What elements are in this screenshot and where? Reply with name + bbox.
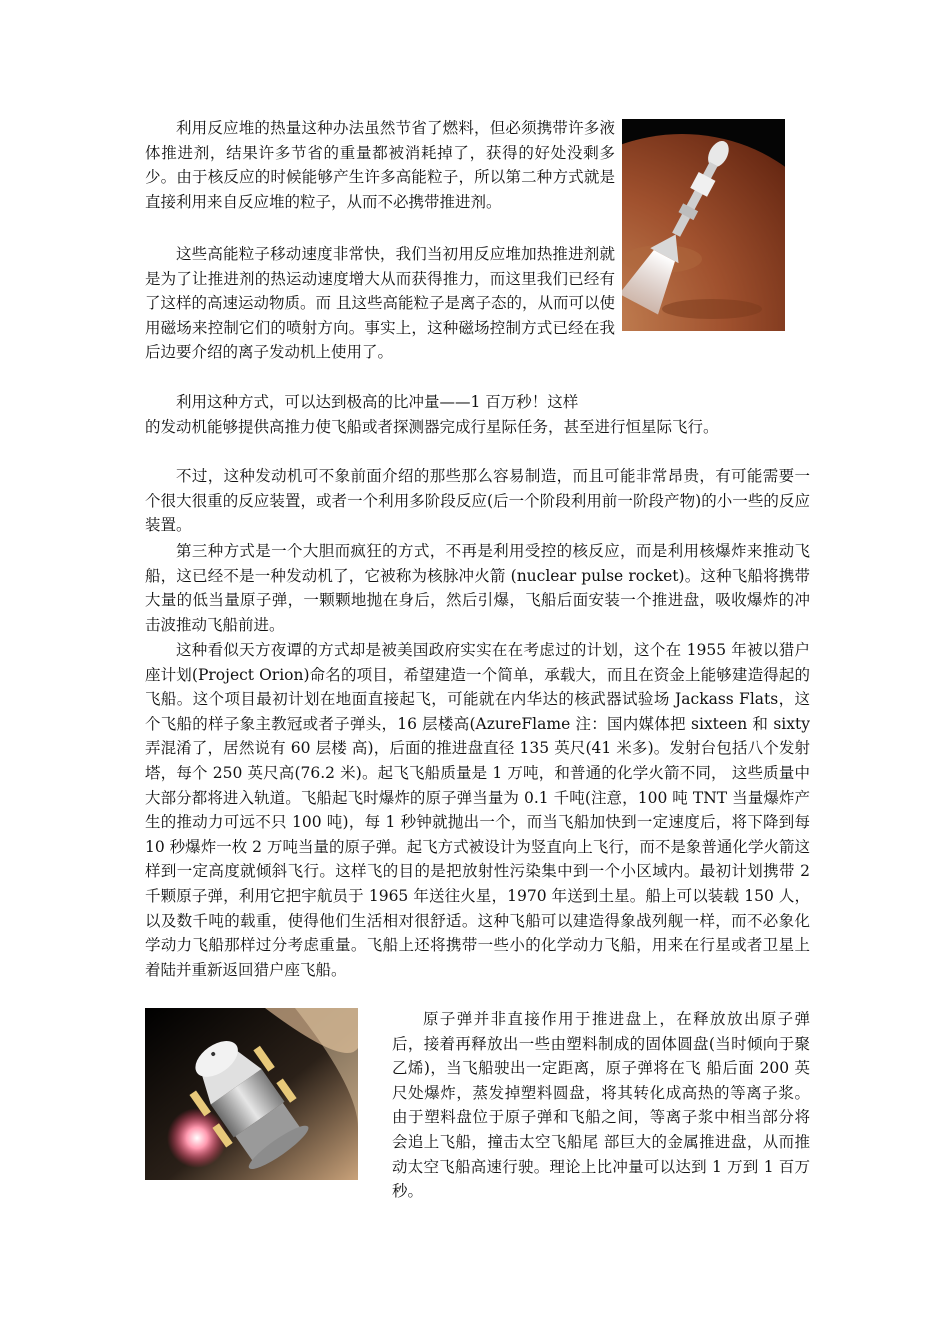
paragraph-project-orion: 这种看似天方夜谭的方式却是被美国政府实实在在考虑过的计划，这个在 1955 年被以猎户座计划(Project Orion)命名的项目，希望建造一个简单，承载大，而且在资金上能够建造得起的飞船。这个项目最初计划在地面直接起飞，可能就在内华达的核武器试验场 Jackass Flats，这个飞船的样子象主教冠或者子弹头，16 层楼高(AzureFlame 注：国内媒体把 sixteen 和 sixty 弄混淆了，居然说有 60 层楼 高)，后面的推进盘直径 135 英尺(41 米多)。发射台包括八个发射塔，每个 250 英尺高(76.2 米)。起飞飞船质量是 1 万吨，和普通的化学火箭不同， 这些质量中大部分都将进入轨道。飞船起飞时爆炸的原子弹当量为 0.1 千吨(注意，100 吨 TNT 当量爆炸产生的推动力可远不只 100 吨)，每 1 秒钟就抛出一个，而当飞船加快到一定速度后，将下降到每 10 秒爆炸一枚 2 万吨当量的原子弹。起飞方式被设计为竖直向上飞行，而不是象普通化学火箭这样到一定高度就倾斜飞行。这样飞的目的是把放射性污染集中到一个小区域内。最初计划携带 2 千颗原子弹，利用它把宇航员于 1965 年送往火星，1970 年送到土星。船上可以装载 150 人，以及数千吨的载重，使得他们生活相对很舒适。这种飞船可以建造得象战列舰一样，而不必象化学动力飞船那样过分考虑重量。飞船上还将携带一些小的化学动力飞船，用来在行星或者卫星上着陆并重新返回猎户座飞船。 bbox=[145, 641, 810, 979]
paragraph-specific-impulse-a: 利用这种方式，可以达到极高的比冲量——1 百万秒！这样 bbox=[176, 393, 579, 411]
paragraph-cost: 不过，这种发动机可不象前面介绍的那些那么容易制造，而且可能非常昂贵，有可能需要一个很大很重的反应装置，或者一个利用多阶段反应(后一个阶段利用前一阶段产物)的小一些的反应装置。 bbox=[145, 467, 810, 535]
paragraph-pusher-plate: 原子弹并非直接作用于推进盘上，在释放放出原子弹后，接着再释放出一些由塑料制成的固体圆盘(当时倾向于聚乙烯)，当飞船驶出一定距离，原子弹将在飞 船后面 200 英尺处爆炸，蒸发掉塑料圆盘，将其转化成高热的等离子浆。由于塑料盘位于原子弹和飞船之间，等离子浆中相当部分将会追上飞船，撞击太空飞船尾 部巨大的金属推进盘，从而推动太空飞船高速行驶。理论上比冲量可以达到 1 万到 1 百万秒。 bbox=[392, 1010, 810, 1201]
orion-spacecraft-image bbox=[145, 1008, 358, 1180]
paragraph-nuclear-pulse: 第三种方式是一个大胆而疯狂的方式，不再是利用受控的核反应，而是利用核爆炸来推动飞船，这已经不是一种发动机了，它被称为核脉冲火箭 (nuclear pulse rocket)。这种飞船将携带大量的低当量原子弹，一颗颗地抛在身后，然后引爆，飞船后面安装一个推进盘，吸收爆炸的冲击波推动飞船前进。 bbox=[145, 542, 810, 634]
paragraph-high-energy-particles: 这些高能粒子移动速度非常快，我们当初用反应堆加热推进剂就是为了让推进剂的热运动速度增大从而获得推力，而这里我们已经有了这样的高速运动物质。而 且这些高能粒子是离子态的，从而可以使用磁场来控制它们的喷射方向。事实上，这种磁场控制方式已经在我后边要介绍的离子发动机上使用了。 bbox=[145, 245, 615, 362]
paragraph-reactor-heat: 利用反应堆的热量这种办法虽然节省了燃料，但必须携带许多液体推进剂，结果许多节省的重量都被消耗掉了，获得的好处没剩多少。由于核反应的时候能够产生许多高能粒子，所以第二种方式就是直接利用来自反应堆的粒子，从而不必携带推进剂。 bbox=[145, 119, 615, 211]
paragraph-specific-impulse-b: 的发动机能够提供高推力使飞船或者探测器完成行星际任务，甚至进行恒星际飞行。 bbox=[145, 418, 719, 436]
spacecraft-over-mars-image bbox=[622, 119, 785, 331]
